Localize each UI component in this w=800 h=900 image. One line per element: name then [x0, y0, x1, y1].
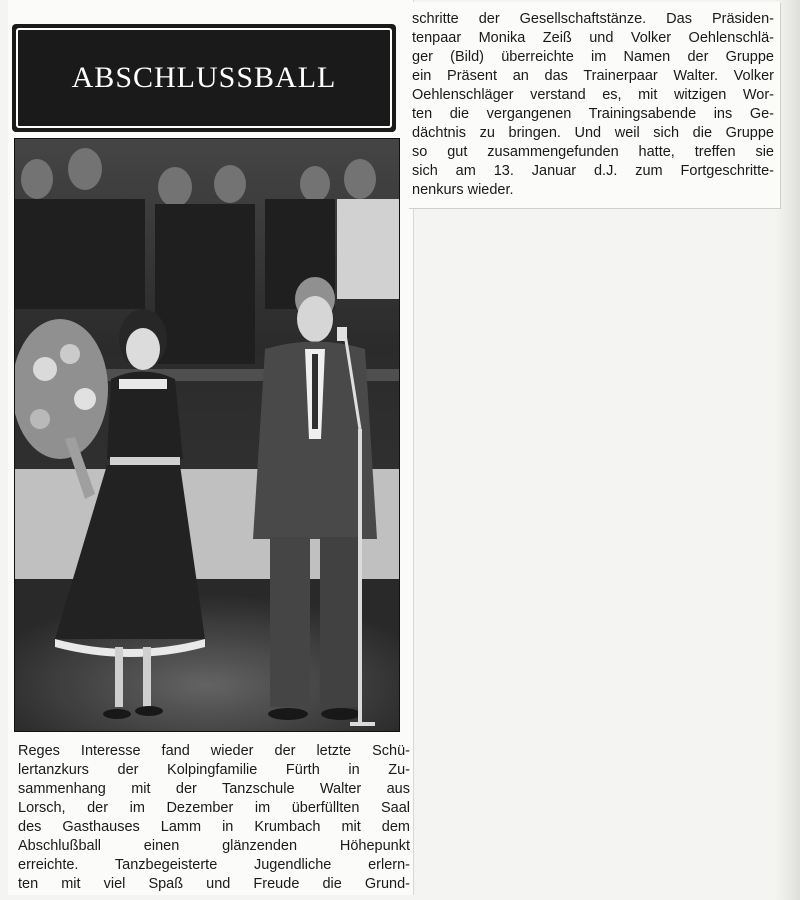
- continuation-line: ein Präsent an das Trainerpaar Walter. Volker: [412, 68, 774, 84]
- caption-line: ten mit viel Spaß und Freude die Grund-: [18, 876, 410, 892]
- caption-line: Abschlußball einen glänzenden Höhepunkt: [18, 838, 410, 854]
- continuation-column: [408, 2, 780, 208]
- continuation-line: nenkurs wieder.: [412, 182, 514, 198]
- headline-frame: [16, 28, 392, 128]
- continuation-line: schritte der Gesellschaftstänze. Das Präsiden-: [412, 11, 774, 27]
- headline: ABSCHLUSSBALL: [71, 61, 337, 94]
- continuation-line: sich am 13. Januar d.J. zum Fortgeschritte-: [412, 163, 774, 179]
- continuation-line: Oehlenschläger verstand es, mit witzigen Wor-: [412, 87, 774, 103]
- caption-text: [18, 742, 410, 894]
- continuation-line: dächtnis zu bringen. Und weil sich die Gruppe: [412, 125, 774, 141]
- newspaper-clipping: [8, 0, 413, 895]
- caption-line: Lorsch, der im Dezember im überfüllten Saal: [18, 800, 410, 816]
- caption-line: des Gasthauses Lamm in Krumbach mit dem: [18, 819, 410, 835]
- caption-line: lertanzkurs der Kolpingfamilie Fürth in Zu-: [18, 762, 410, 778]
- caption-line: sammenhang mit der Tanzschule Walter aus: [18, 781, 410, 797]
- photo-dancing-couple: [15, 139, 399, 731]
- continuation-line: tenpaar Monika Zeiß und Volker Oehlenschlä-: [412, 30, 774, 46]
- continuation-line: ger (Bild) überreichte im Namen der Gruppe: [412, 49, 774, 65]
- continuation-line: ten die vergangenen Trainingsabende ins Ge-: [412, 106, 774, 122]
- caption-line: Reges Interesse fand wieder der letzte Schü-: [18, 743, 410, 759]
- headline-box: [12, 24, 396, 132]
- continuation-line: so gut zusammengefunden hatte, treffen sie: [412, 144, 774, 160]
- caption-line: erreichte. Tanzbegeisterte Jugendliche erlern-: [18, 857, 410, 873]
- article-photo: [14, 138, 400, 732]
